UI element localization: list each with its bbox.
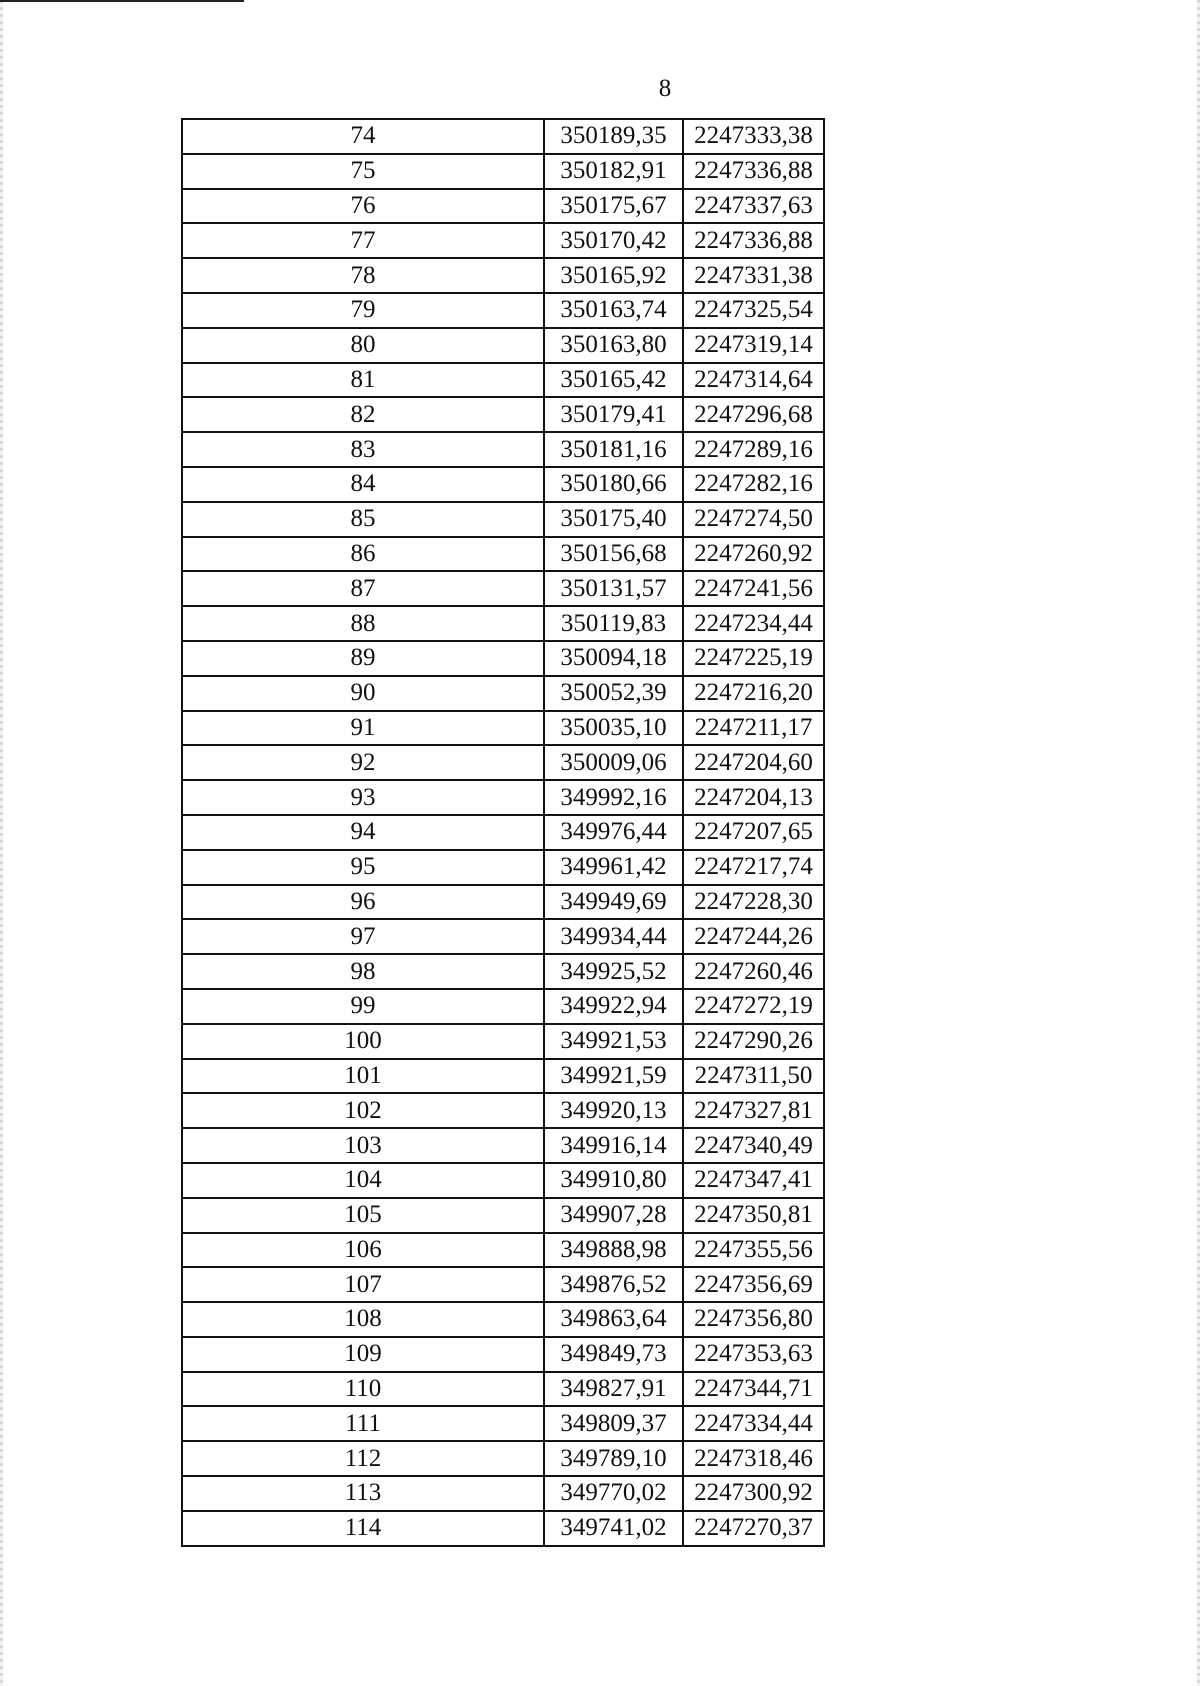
- point-number-cell: 77: [182, 223, 544, 258]
- table-row: [182, 1302, 824, 1337]
- table-row: [182, 1372, 824, 1407]
- point-number-cell: 114: [182, 1511, 544, 1546]
- coordinates-table: [181, 118, 825, 1547]
- table-row: [182, 537, 824, 572]
- y-coordinate-cell: 2247204,60: [683, 745, 824, 780]
- x-coordinate-cell: 349921,53: [544, 1024, 683, 1059]
- table-row: [182, 1476, 824, 1511]
- y-coordinate-cell: 2247300,92: [683, 1476, 824, 1511]
- table-row: [182, 328, 824, 363]
- y-coordinate-cell: 2247327,81: [683, 1093, 824, 1128]
- point-number-cell: 104: [182, 1163, 544, 1198]
- x-coordinate-cell: 349925,52: [544, 954, 683, 989]
- point-number-cell: 88: [182, 606, 544, 641]
- x-coordinate-cell: 349809,37: [544, 1406, 683, 1441]
- x-coordinate-cell: 350163,80: [544, 328, 683, 363]
- table-row: [182, 397, 824, 432]
- table-row: [182, 850, 824, 885]
- x-coordinate-cell: 350052,39: [544, 676, 683, 711]
- x-coordinate-cell: 350175,40: [544, 502, 683, 537]
- table-row: [182, 1511, 824, 1546]
- point-number-cell: 105: [182, 1198, 544, 1233]
- point-number-cell: 81: [182, 363, 544, 398]
- point-number-cell: 107: [182, 1267, 544, 1302]
- x-coordinate-cell: 349916,14: [544, 1128, 683, 1163]
- y-coordinate-cell: 2247274,50: [683, 502, 824, 537]
- y-coordinate-cell: 2247260,46: [683, 954, 824, 989]
- x-coordinate-cell: 349976,44: [544, 815, 683, 850]
- x-coordinate-cell: 349789,10: [544, 1441, 683, 1476]
- point-number-cell: 78: [182, 258, 544, 293]
- y-coordinate-cell: 2247244,26: [683, 919, 824, 954]
- y-coordinate-cell: 2247336,88: [683, 223, 824, 258]
- table-row: [182, 363, 824, 398]
- table-row: [182, 1128, 824, 1163]
- table-row: [182, 571, 824, 606]
- y-coordinate-cell: 2247334,44: [683, 1406, 824, 1441]
- point-number-cell: 103: [182, 1128, 544, 1163]
- x-coordinate-cell: 349888,98: [544, 1233, 683, 1268]
- x-coordinate-cell: 350156,68: [544, 537, 683, 572]
- y-coordinate-cell: 2247350,81: [683, 1198, 824, 1233]
- point-number-cell: 89: [182, 641, 544, 676]
- scan-edge-left: [0, 0, 3, 1686]
- point-number-cell: 95: [182, 850, 544, 885]
- table-row: [182, 1163, 824, 1198]
- table-row: [182, 293, 824, 328]
- table-row: [182, 1059, 824, 1094]
- y-coordinate-cell: 2247337,63: [683, 189, 824, 224]
- x-coordinate-cell: 350182,91: [544, 154, 683, 189]
- x-coordinate-cell: 350189,35: [544, 119, 683, 154]
- x-coordinate-cell: 350163,74: [544, 293, 683, 328]
- y-coordinate-cell: 2247217,74: [683, 850, 824, 885]
- x-coordinate-cell: 349770,02: [544, 1476, 683, 1511]
- y-coordinate-cell: 2247296,68: [683, 397, 824, 432]
- point-number-cell: 82: [182, 397, 544, 432]
- table-row: [182, 676, 824, 711]
- y-coordinate-cell: 2247241,56: [683, 571, 824, 606]
- page-number: 8: [658, 75, 672, 102]
- point-number-cell: 110: [182, 1372, 544, 1407]
- y-coordinate-cell: 2247207,65: [683, 815, 824, 850]
- point-number-cell: 102: [182, 1093, 544, 1128]
- x-coordinate-cell: 350180,66: [544, 467, 683, 502]
- x-coordinate-cell: 349876,52: [544, 1267, 683, 1302]
- table-row: [182, 1441, 824, 1476]
- table-row: [182, 641, 824, 676]
- point-number-cell: 113: [182, 1476, 544, 1511]
- table-row: [182, 502, 824, 537]
- y-coordinate-cell: 2247336,88: [683, 154, 824, 189]
- y-coordinate-cell: 2247353,63: [683, 1337, 824, 1372]
- y-coordinate-cell: 2247355,56: [683, 1233, 824, 1268]
- table-row: [182, 432, 824, 467]
- table-row: [182, 1406, 824, 1441]
- y-coordinate-cell: 2247344,71: [683, 1372, 824, 1407]
- y-coordinate-cell: 2247204,13: [683, 780, 824, 815]
- point-number-cell: 86: [182, 537, 544, 572]
- y-coordinate-cell: 2247340,49: [683, 1128, 824, 1163]
- point-number-cell: 100: [182, 1024, 544, 1059]
- y-coordinate-cell: 2247270,37: [683, 1511, 824, 1546]
- point-number-cell: 92: [182, 745, 544, 780]
- y-coordinate-cell: 2247319,14: [683, 328, 824, 363]
- point-number-cell: 79: [182, 293, 544, 328]
- x-coordinate-cell: 349741,02: [544, 1511, 683, 1546]
- table-row: [182, 154, 824, 189]
- table-row: [182, 989, 824, 1024]
- x-coordinate-cell: 349934,44: [544, 919, 683, 954]
- point-number-cell: 101: [182, 1059, 544, 1094]
- table-row: [182, 711, 824, 746]
- point-number-cell: 75: [182, 154, 544, 189]
- table-row: [182, 815, 824, 850]
- x-coordinate-cell: 349907,28: [544, 1198, 683, 1233]
- x-coordinate-cell: 349920,13: [544, 1093, 683, 1128]
- point-number-cell: 99: [182, 989, 544, 1024]
- point-number-cell: 109: [182, 1337, 544, 1372]
- y-coordinate-cell: 2247225,19: [683, 641, 824, 676]
- point-number-cell: 106: [182, 1233, 544, 1268]
- coordinates-table-body: [182, 119, 824, 1546]
- x-coordinate-cell: 349921,59: [544, 1059, 683, 1094]
- x-coordinate-cell: 350181,16: [544, 432, 683, 467]
- point-number-cell: 96: [182, 885, 544, 920]
- x-coordinate-cell: 350035,10: [544, 711, 683, 746]
- point-number-cell: 76: [182, 189, 544, 224]
- x-coordinate-cell: 349992,16: [544, 780, 683, 815]
- table-row: [182, 1233, 824, 1268]
- table-row: [182, 745, 824, 780]
- x-coordinate-cell: 350170,42: [544, 223, 683, 258]
- point-number-cell: 108: [182, 1302, 544, 1337]
- table-row: [182, 1267, 824, 1302]
- point-number-cell: 93: [182, 780, 544, 815]
- y-coordinate-cell: 2247211,17: [683, 711, 824, 746]
- x-coordinate-cell: 350175,67: [544, 189, 683, 224]
- point-number-cell: 97: [182, 919, 544, 954]
- table-row: [182, 1024, 824, 1059]
- table-row: [182, 119, 824, 154]
- y-coordinate-cell: 2247216,20: [683, 676, 824, 711]
- x-coordinate-cell: 350009,06: [544, 745, 683, 780]
- y-coordinate-cell: 2247314,64: [683, 363, 824, 398]
- x-coordinate-cell: 349949,69: [544, 885, 683, 920]
- point-number-cell: 85: [182, 502, 544, 537]
- x-coordinate-cell: 349827,91: [544, 1372, 683, 1407]
- table-row: [182, 1198, 824, 1233]
- x-coordinate-cell: 349863,64: [544, 1302, 683, 1337]
- point-number-cell: 74: [182, 119, 544, 154]
- y-coordinate-cell: 2247311,50: [683, 1059, 824, 1094]
- y-coordinate-cell: 2247333,38: [683, 119, 824, 154]
- y-coordinate-cell: 2247356,80: [683, 1302, 824, 1337]
- point-number-cell: 98: [182, 954, 544, 989]
- x-coordinate-cell: 350179,41: [544, 397, 683, 432]
- table-row: [182, 885, 824, 920]
- table-row: [182, 1093, 824, 1128]
- x-coordinate-cell: 349922,94: [544, 989, 683, 1024]
- x-coordinate-cell: 350131,57: [544, 571, 683, 606]
- point-number-cell: 80: [182, 328, 544, 363]
- x-coordinate-cell: 349849,73: [544, 1337, 683, 1372]
- table-row: [182, 919, 824, 954]
- point-number-cell: 112: [182, 1441, 544, 1476]
- y-coordinate-cell: 2247289,16: [683, 432, 824, 467]
- y-coordinate-cell: 2247347,41: [683, 1163, 824, 1198]
- table-row: [182, 223, 824, 258]
- x-coordinate-cell: 350165,92: [544, 258, 683, 293]
- x-coordinate-cell: 350094,18: [544, 641, 683, 676]
- point-number-cell: 83: [182, 432, 544, 467]
- y-coordinate-cell: 2247325,54: [683, 293, 824, 328]
- x-coordinate-cell: 350165,42: [544, 363, 683, 398]
- y-coordinate-cell: 2247260,92: [683, 537, 824, 572]
- y-coordinate-cell: 2247282,16: [683, 467, 824, 502]
- x-coordinate-cell: 349910,80: [544, 1163, 683, 1198]
- point-number-cell: 111: [182, 1406, 544, 1441]
- point-number-cell: 90: [182, 676, 544, 711]
- y-coordinate-cell: 2247318,46: [683, 1441, 824, 1476]
- y-coordinate-cell: 2247356,69: [683, 1267, 824, 1302]
- top-rule: [0, 0, 244, 2]
- point-number-cell: 84: [182, 467, 544, 502]
- point-number-cell: 94: [182, 815, 544, 850]
- x-coordinate-cell: 350119,83: [544, 606, 683, 641]
- table-row: [182, 606, 824, 641]
- table-row: [182, 258, 824, 293]
- point-number-cell: 87: [182, 571, 544, 606]
- table-row: [182, 780, 824, 815]
- table-row: [182, 954, 824, 989]
- x-coordinate-cell: 349961,42: [544, 850, 683, 885]
- y-coordinate-cell: 2247290,26: [683, 1024, 824, 1059]
- y-coordinate-cell: 2247331,38: [683, 258, 824, 293]
- table-row: [182, 1337, 824, 1372]
- y-coordinate-cell: 2247228,30: [683, 885, 824, 920]
- point-number-cell: 91: [182, 711, 544, 746]
- y-coordinate-cell: 2247234,44: [683, 606, 824, 641]
- table-row: [182, 467, 824, 502]
- y-coordinate-cell: 2247272,19: [683, 989, 824, 1024]
- table-row: [182, 189, 824, 224]
